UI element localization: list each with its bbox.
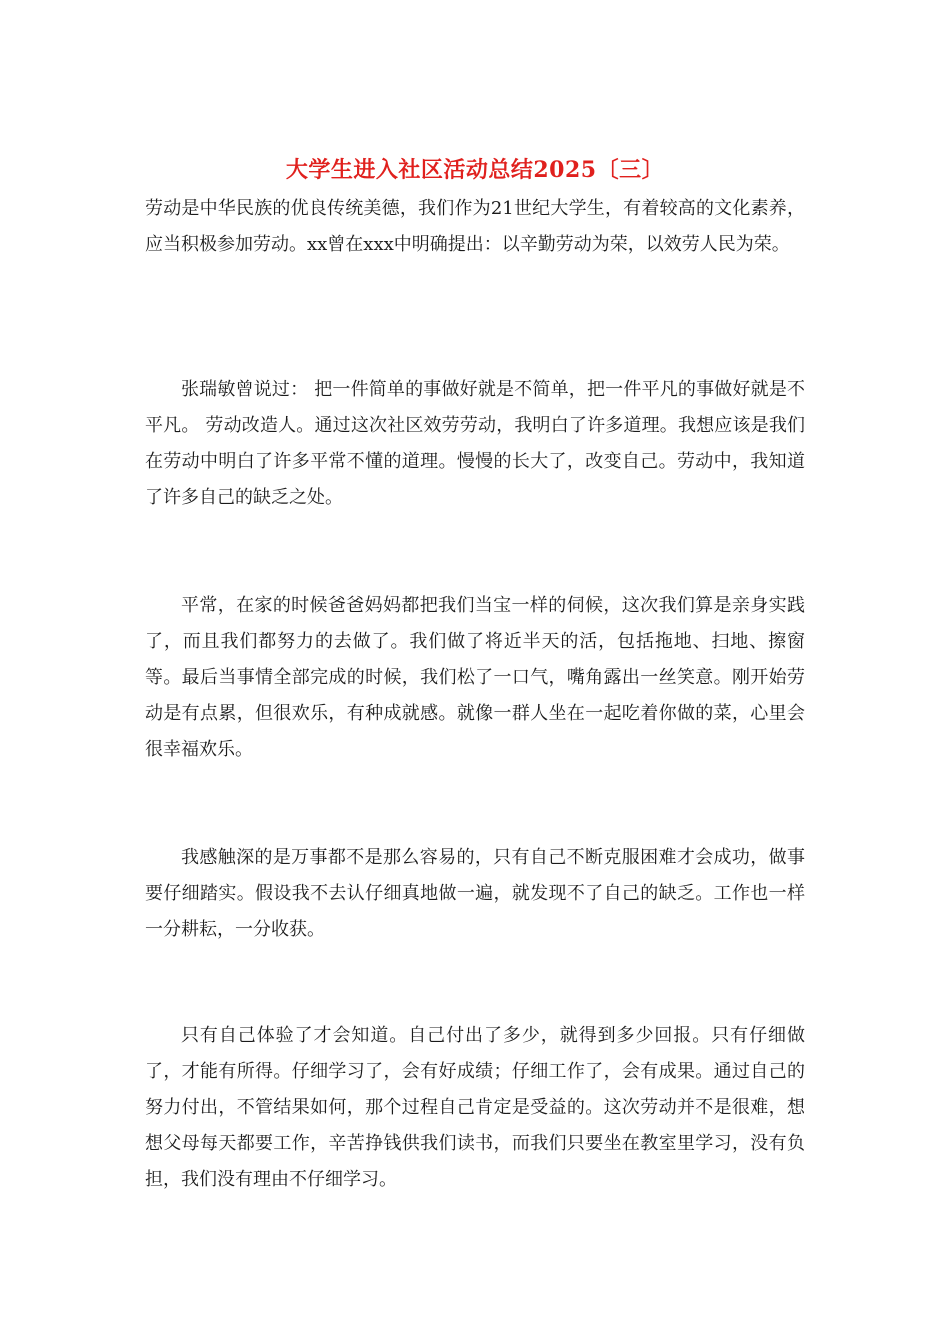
document-title: 大学生进入社区活动总结2025〔三〕 bbox=[285, 157, 665, 183]
paragraph-conclusion: 只有自己体验了才会知道。自己付出了多少，就得到多少回报。只有仔细做了，才能有所得。仔细学习了，会有好成绩；仔细工作了，会有成果。通过自己的努力付出，不管结果如何，那个过程自己肯定是受益的。这次劳动并不是很难，想想父母每天都要工作，辛苦挣钱供我们读书，而我们只要坐在教室里学习，没有负担，我们没有理由不仔细学习。 bbox=[145, 1025, 805, 1190]
paragraph-reflection: 我感触深的是万事都不是那么容易的，只有自己不断克服困难才会成功，做事要仔细踏实。假设我不去认仔细真地做一遍，就发现不了自己的缺乏。工作也一样 一分耕耘，一分收获。 bbox=[145, 847, 805, 940]
paragraph-zhang-ruimin-quote: 张瑞敏曾说过： 把一件简单的事做好就是不简单，把一件平凡的事做好就是不平凡。 劳动改造人。通过这次社区效劳劳动，我明白了许多道理。我想应该是我们在劳动中明白了许多平常不懂的道理。慢慢的长大了，改变自己。劳动中，我知道了许多自己的缺乏之处。 bbox=[145, 379, 805, 508]
paragraph-daily-life: 平常，在家的时候爸爸妈妈都把我们当宝一样的伺候，这次我们算是亲身实践了，而且我们都努力的去做了。我们做了将近半天的活，包括拖地、扫地、擦窗等。最后当事情全部完成的时候，我们松了一口气，嘴角露出一丝笑意。刚开始劳动是有点累，但很欢乐，有种成就感。就像一群人坐在一起吃着你做的菜，心里会很幸福欢乐。 bbox=[145, 595, 805, 760]
paragraph-intro: 劳动是中华民族的优良传统美德，我们作为21世纪大学生，有着较高的文化素养，应当积极参加劳动。xx曾在xxx中明确提出：以辛勤劳动为荣，以效劳人民为荣。 bbox=[145, 198, 805, 255]
